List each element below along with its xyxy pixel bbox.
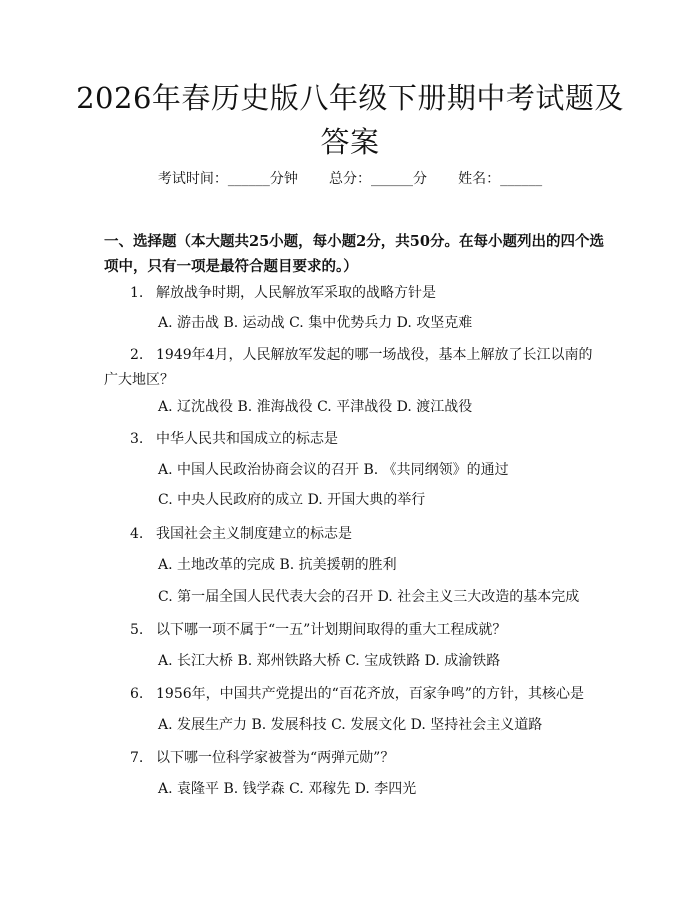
question-3-options-line-1: A. 中国人民政治协商会议的召开 B. 《共同纲领》的通过 [158, 462, 509, 478]
time-unit: 分钟 [269, 171, 298, 187]
question-2-options: A. 辽沈战役 B. 淮海战役 C. 平津战役 D. 渡江战役 [158, 399, 473, 415]
question-6 [104, 682, 604, 707]
score-blank: ______ [371, 171, 413, 187]
question-number: 3. [130, 431, 144, 447]
question-text: 以下哪一项不属于“一五”计划期间取得的重大工程成就？ [156, 622, 507, 638]
question-1-options: A. 游击战 B. 运动战 C. 集中优势兵力 D. 攻坚克难 [158, 315, 473, 331]
question-3 [104, 427, 604, 452]
question-text: 1949年4月，人民解放军发起的哪一场战役，基本上解放了长江以南的广大地区？ [104, 347, 593, 388]
question-2 [104, 343, 604, 393]
score-label: 总分： [329, 171, 371, 187]
question-3-options-line-2: C. 中央人民政府的成立 D. 开国大典的举行 [158, 492, 426, 508]
question-text: 我国社会主义制度建立的标志是 [156, 526, 352, 542]
question-number: 6. [130, 686, 144, 702]
question-4 [104, 522, 604, 547]
question-text: 以下哪一位科学家被誉为“两弹元勋”？ [156, 750, 395, 766]
question-text: 1956年，中国共产党提出的“百花齐放，百家争鸣”的方针，其核心是 [156, 686, 584, 702]
time-label: 考试时间： [157, 171, 228, 187]
question-1 [104, 281, 604, 306]
question-number: 1. [130, 285, 144, 301]
question-text: 解放战争时期，人民解放军采取的战略方针是 [156, 285, 436, 301]
name-blank: ______ [500, 171, 543, 187]
score-unit: 分 [413, 171, 427, 187]
question-4-options-line-2: C. 第一届全国人民代表大会的召开 D. 社会主义三大改造的基本完成 [158, 589, 580, 605]
exam-meta-line [0, 168, 700, 188]
question-7 [104, 746, 604, 771]
question-number: 4. [130, 526, 144, 542]
question-6-options: A. 发展生产力 B. 发展科技 C. 发展文化 D. 坚持社会主义道路 [158, 717, 543, 733]
question-number: 7. [130, 750, 144, 766]
question-5-options: A. 长江大桥 B. 郑州铁路大桥 C. 宝成铁路 D. 成渝铁路 [158, 653, 501, 669]
time-blank: ______ [227, 171, 270, 187]
name-label: 姓名： [458, 171, 501, 187]
section-heading: 一、选择题（本大题共25小题，每小题2分，共50分。在每小题列出的四个选项中，只有一项是最符合题目要求的。） [104, 233, 604, 275]
question-number: 5. [130, 622, 144, 638]
question-7-options: A. 袁隆平 B. 钱学森 C. 邓稼先 D. 李四光 [158, 781, 417, 797]
question-number: 2. [130, 347, 144, 363]
question-4-options-line-1: A. 土地改革的完成 B. 抗美援朝的胜利 [158, 557, 397, 573]
question-text: 中华人民共和国成立的标志是 [156, 431, 338, 447]
question-5 [104, 618, 604, 643]
document-title: 2026年春历史版八年级下册期中考试题及答案 [76, 81, 624, 159]
